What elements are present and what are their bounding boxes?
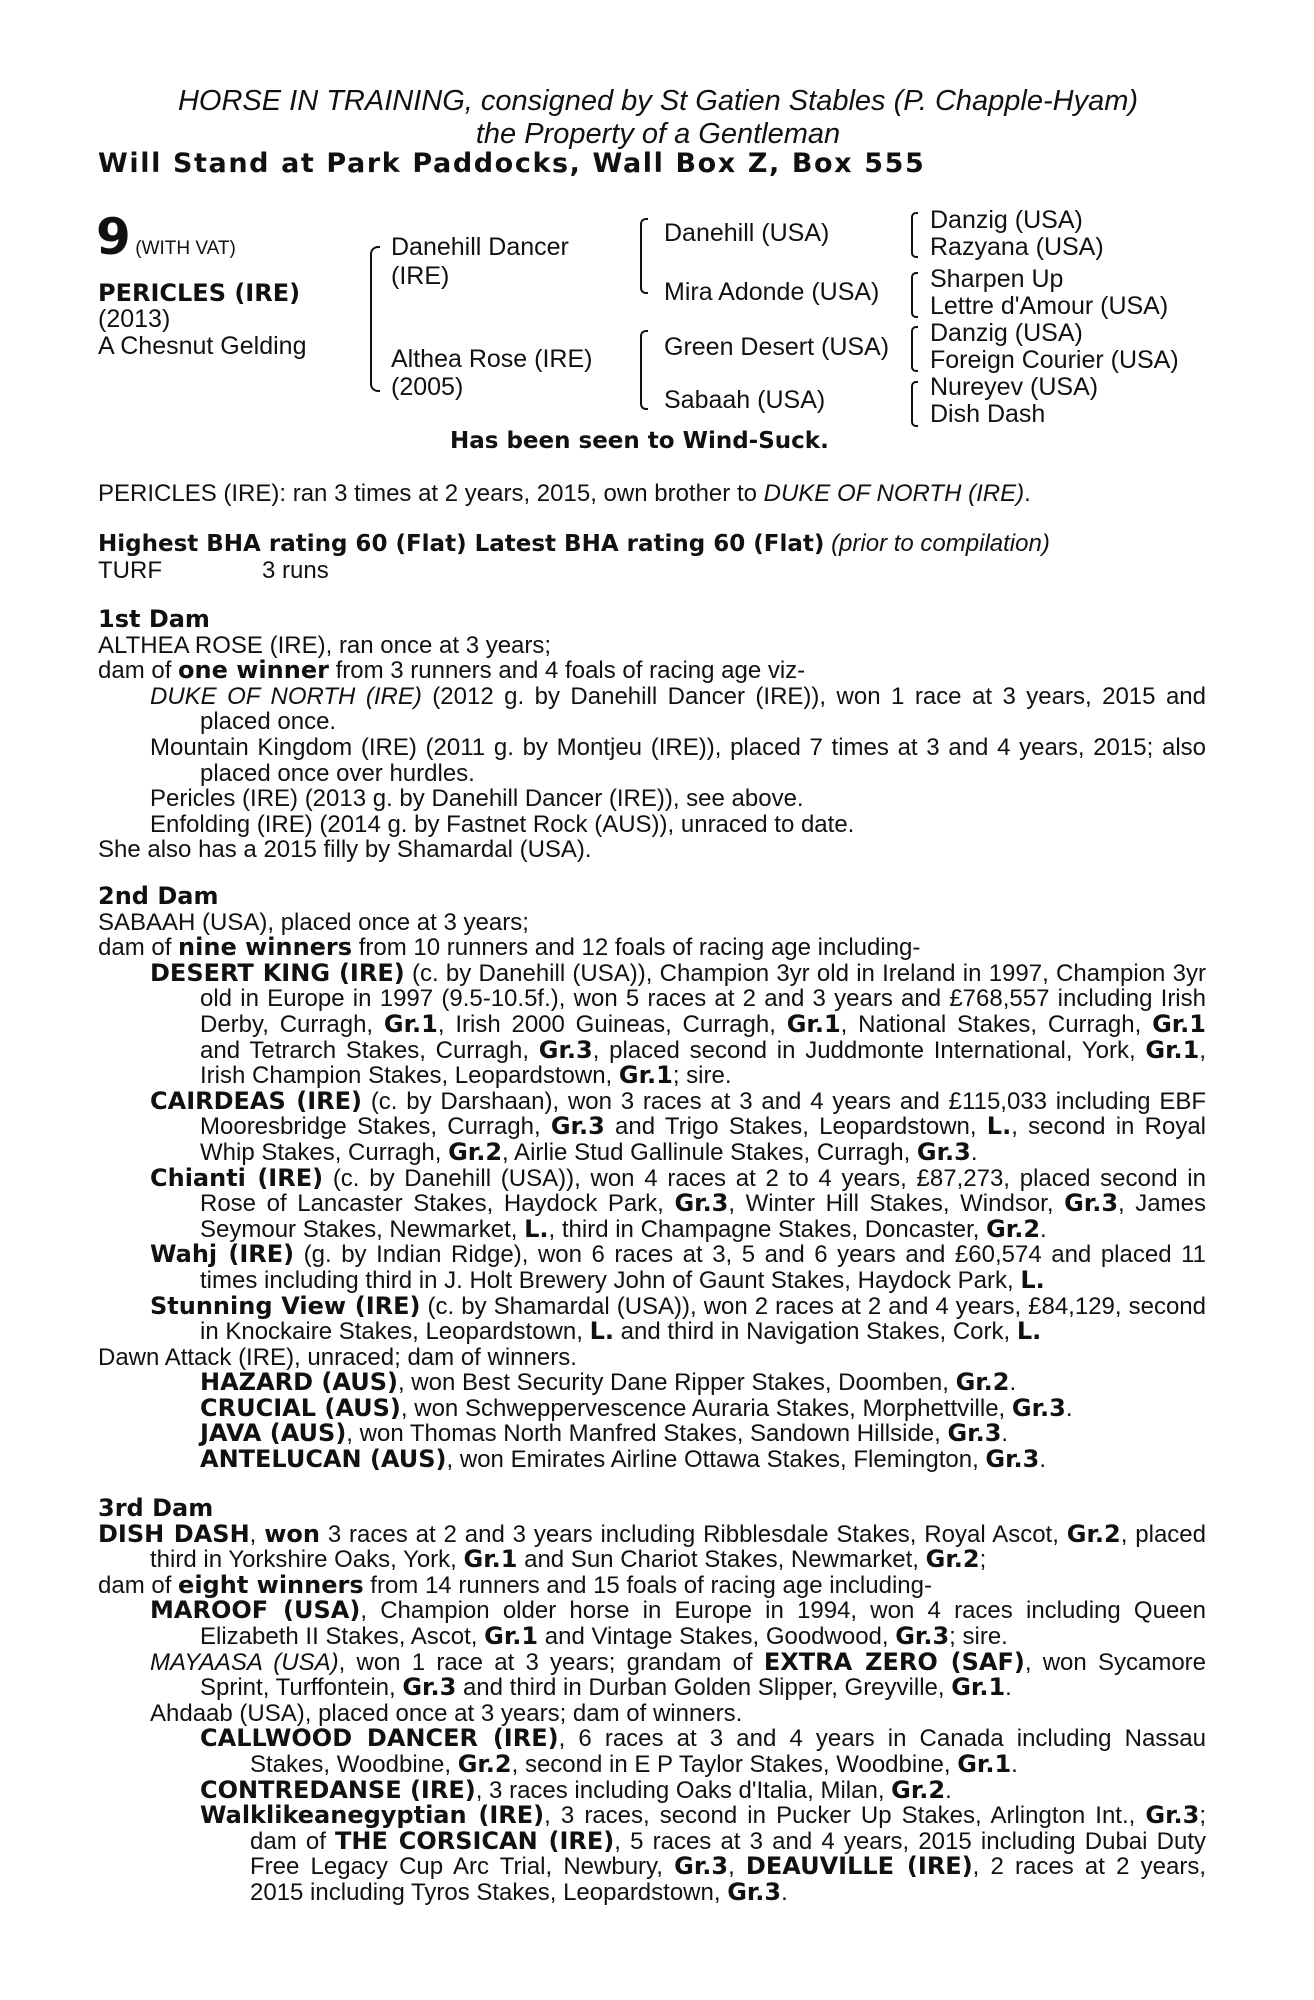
third-grand-produce-3: Walklikeanegyptian (IRE), 3 races, second in Pucker Up Stakes, Arlington Int., Gr.3; dam of THE CORSICAN (IRE), 5 races at 3 and 4 years, 2015 including Dubai Duty Free Legacy Cup Arc Trial, Newbury, Gr.3, DEAUVILLE (IRE), 2 races at 2 years, 2015 including Tyros Stakes, Leopardstown, Gr.3. (200, 1801, 1207, 1906)
second-dam-produce-6: Dawn Attack (IRE), unraced; dam of winners. (98, 1343, 577, 1371)
summary-brother: DUKE OF NORTH (IRE) (763, 480, 1025, 507)
second-dam-produce-2: CAIRDEAS (IRE) (c. by Darshaan), won 3 races at 3 and 4 years and £115,033 including EBF Mooresbridge Stakes, Curragh, Gr.3 and Trigo Stakes, Leopardstown, L., second in Royal Whip Stakes, Curragh, Gr.2, Airlie Stud Gallinule Stakes, Curragh, Gr.3. (150, 1086, 1207, 1166)
dam-name: Althea Rose (IRE) (391, 345, 593, 373)
ancestor-sss: Danzig (USA) (930, 206, 1083, 234)
second-dam-line: SABAAH (USA), placed once at 3 years; (98, 908, 529, 936)
first-dam-produce-4: Enfolding (IRE) (2014 g. by Fastnet Rock (AUS)), unraced to date. (150, 810, 855, 838)
ancestor-sdd: Lettre d'Amour (USA) (930, 292, 1169, 320)
sire-country: (IRE) (391, 262, 450, 290)
first-dam-title: 1st Dam (98, 605, 210, 633)
sire-name: Danehill Dancer (391, 233, 569, 261)
ancestor-sds: Sharpen Up (930, 265, 1064, 293)
lot-number-row (96, 208, 236, 266)
brace-dam (640, 330, 648, 410)
sire-sire: Danehill (USA) (664, 219, 830, 247)
ancestor-dds: Nureyev (USA) (930, 373, 1099, 401)
second-dam-produce-5: Stunning View (IRE) (c. by Shamardal (USA)), won 2 races at 2 and 4 years, £84,129, second in Knockaire Stakes, Leopardstown, L. and third in Navigation Stakes, Cork, L. (150, 1291, 1206, 1346)
brace-dd (911, 381, 918, 427)
second-dam-record: dam of nine winners from 10 runners and 12 foals of racing age including- (98, 933, 921, 962)
ancestor-ssd: Razyana (USA) (930, 233, 1104, 261)
brace-sd (911, 272, 918, 318)
rating-text: Highest BHA rating 60 (Flat) Latest BHA rating 60 (Flat) (98, 531, 825, 557)
brace-sire-dam (370, 246, 380, 392)
race-summary (98, 481, 1206, 507)
brace-sire (640, 218, 648, 294)
property-line: the Property of a Gentleman (475, 118, 841, 150)
grand-produce-1: HAZARD (AUS), won Best Security Dane Ripper Stakes, Doomben, Gr.2. (200, 1368, 1017, 1397)
ancestor-dsd: Foreign Courier (USA) (930, 346, 1179, 374)
second-dam-produce-1: DESERT KING (IRE) (c. by Danehill (USA)), Champion 3yr old in Ireland in 1997, Champion 3yr old in Europe in 1997 (9.5-10.5f.), won 5 races at 2 and 3 years and £768,557 including Irish Derby, Curragh, Gr.1, Irish 2000 Guineas, Curragh, Gr.1, National Stakes, Curragh, Gr.1 and Tetrarch Stakes, Curragh, Gr.3, placed second in Juddmonte International, York, Gr.1, Irish Champion Stakes, Leopardstown, Gr.1; sire. (150, 958, 1206, 1090)
lot-number: 9 (96, 208, 131, 266)
grand-produce-4: ANTELUCAN (AUS), won Emirates Airline Ottawa Stakes, Flemington, Gr.3. (200, 1445, 1047, 1474)
third-dam-title: 3rd Dam (98, 1494, 214, 1522)
third-dam-produce-2: MAYAASA (USA), won 1 race at 3 years; grandam of EXTRA ZERO (SAF), won Sycamore Sprint, Turffontein, Gr.3 and third in Durban Golden Slipper, Greyville, Gr.1. (150, 1647, 1207, 1702)
first-dam-record: dam of one winner from 3 runners and 4 foals of racing age viz- (98, 656, 806, 685)
horse-name: PERICLES (IRE) (98, 279, 301, 307)
dam-year: (2005) (391, 373, 464, 401)
first-dam-line: ALTHEA ROSE (IRE), ran once at 3 years; (98, 631, 552, 659)
ancestor-ddd: Dish Dash (930, 400, 1046, 428)
turf-label: TURF (98, 556, 162, 584)
first-dam-produce-1: DUKE OF NORTH (IRE) (2012 g. by Danehill Dancer (IRE)), won 1 race at 3 years, 2015 and placed once. (150, 682, 1206, 736)
sire-dam: Mira Adonde (USA) (664, 278, 880, 306)
brace-ss (911, 212, 918, 258)
dam-sire: Green Desert (USA) (664, 333, 890, 361)
second-dam-produce-3: Chianti (IRE) (c. by Danehill (USA)), won 4 races at 2 to 4 years, £87,273, placed second in Rose of Lancaster Stakes, Haydock Park, Gr.3, Winter Hill Stakes, Windsor, Gr.3, James Seymour Stakes, Newmarket, L., third in Champagne Stakes, Doncaster, Gr.2. (150, 1163, 1206, 1243)
vat-note: (WITH VAT) (135, 238, 236, 259)
dam-dam: Sabaah (USA) (664, 386, 826, 414)
foaling-year: (2013) (98, 305, 171, 333)
first-dam-produce-2: Mountain Kingdom (IRE) (2011 g. by Montjeu (IRE)), placed 7 times at 3 and 4 years, 2015; also placed once over hurdles. (150, 733, 1206, 787)
bha-rating (98, 531, 1206, 583)
third-dam-line: DISH DASH, won 3 races at 2 and 3 years including Ribblesdale Stakes, Royal Ascot, Gr.2, placed third in Yorkshire Oaks, York, Gr.1 and Sun Chariot Stakes, Newmarket, Gr.2; (98, 1519, 1206, 1574)
summary-text: PERICLES (IRE): ran 3 times at 2 years, 2015, own brother to (98, 480, 764, 507)
third-dam-produce-1: MAROOF (USA), Champion older horse in Europe in 1994, won 4 races including Queen Elizabeth II Stakes, Ascot, Gr.1 and Vintage Stakes, Goodwood, Gr.3; sire. (150, 1596, 1206, 1650)
rating-note: (prior to compilation) (831, 530, 1050, 557)
third-dam-produce-3: Ahdaab (USA), placed once at 3 years; dam of winners. (150, 1699, 743, 1727)
horse-description: A Chesnut Gelding (98, 332, 307, 360)
wind-suck-note: Has been seen to Wind-Suck. (450, 428, 829, 454)
consignor-line: HORSE IN TRAINING, consigned by St Gatien Stables (P. Chapple-Hyam) (177, 85, 1139, 117)
summary-end: . (1024, 480, 1031, 507)
third-dam-record: dam of eight winners from 14 runners and 15 foals of racing age including- (98, 1570, 932, 1599)
second-dam-section (98, 884, 1206, 1473)
grand-produce-3: JAVA (AUS), won Thomas North Manfred Stakes, Sandown Hillside, Gr.3. (200, 1419, 1009, 1448)
third-dam-section (98, 1496, 1206, 1906)
first-dam-section (98, 607, 1206, 863)
third-grand-produce-1: CALLWOOD DANCER (IRE), 6 races at 3 and 4 years in Canada including Nassau Stakes, Woodbine, Gr.2, second in E P Taylor Stakes, Woodbine, Gr.1. (200, 1724, 1206, 1778)
third-grand-produce-2: CONTREDANSE (IRE), 3 races including Oaks d'Italia, Milan, Gr.2. (200, 1775, 952, 1804)
grand-produce-2: CRUCIAL (AUS), won Schweppervescence Auraria Stakes, Morphettville, Gr.3. (200, 1393, 1073, 1422)
turf-runs: 3 runs (261, 556, 329, 584)
ancestor-dss: Danzig (USA) (930, 319, 1083, 347)
brace-ds (911, 326, 918, 372)
stand-location: Will Stand at Park Paddocks, Wall Box Z, Box 555 (98, 148, 926, 179)
first-dam-note: She also has a 2015 filly by Shamardal (USA). (98, 836, 592, 864)
first-dam-produce-3: Pericles (IRE) (2013 g. by Danehill Dancer (IRE)), see above. (150, 785, 804, 813)
second-dam-title: 2nd Dam (98, 882, 219, 910)
second-dam-produce-4: Wahj (IRE) (g. by Indian Ridge), won 6 races at 3, 5 and 6 years and £60,574 and placed 11 times including third in J. Holt Brewery John of Gaunt Stakes, Haydock Park, L. (150, 1240, 1206, 1294)
